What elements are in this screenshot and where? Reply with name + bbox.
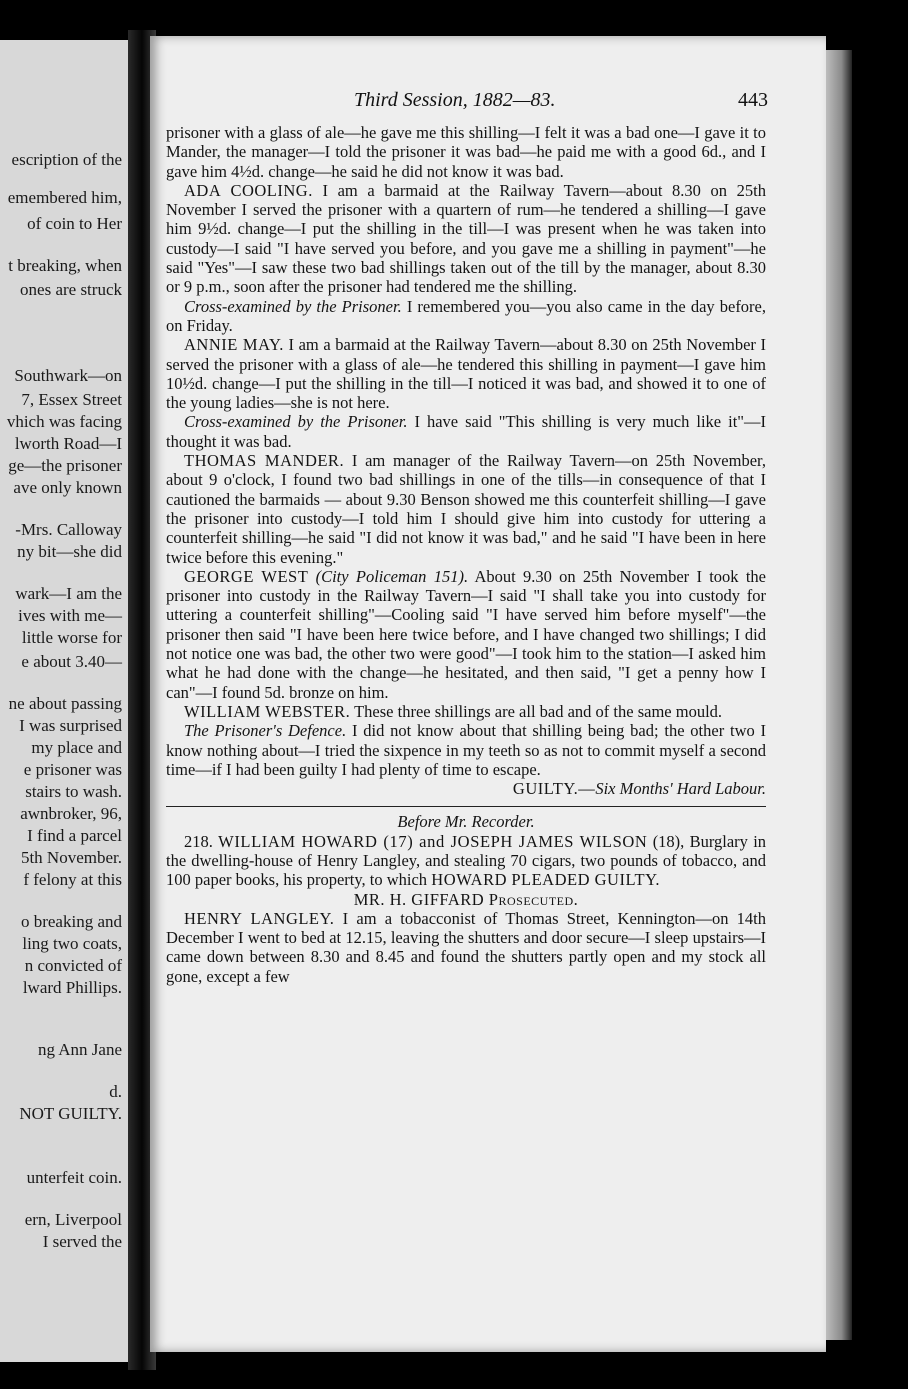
plea: PLEADED GUILTY. xyxy=(511,870,660,890)
paragraph xyxy=(166,721,766,779)
left-page-line: o breaking and xyxy=(20,912,122,931)
left-page-line: I served the xyxy=(42,1232,122,1251)
left-page-line: little worse for xyxy=(21,628,122,647)
left-page-line: n convicted of xyxy=(24,956,122,975)
left-page-line: -Mrs. Calloway xyxy=(15,520,122,539)
case-number: 218. xyxy=(184,831,213,851)
left-page-line: of coin to Her xyxy=(27,214,122,233)
paragraph xyxy=(166,123,766,181)
left-page-line: Southwark—on xyxy=(14,366,122,385)
paragraph xyxy=(166,909,766,986)
paragraph-text: I remembered you—you also came in the day before, on Friday. xyxy=(166,296,767,335)
left-page-fragment xyxy=(0,40,128,1362)
case-title: WILLIAM HOWARD (17) and JOSEPH JAMES WILSON xyxy=(218,831,648,851)
paragraph xyxy=(166,297,766,336)
left-page-line: unterfeit coin. xyxy=(26,1168,122,1187)
witness-name: HENRY LANGLEY. xyxy=(184,908,335,928)
left-page-line: d. xyxy=(109,1082,122,1101)
left-page-line: e about 3.40— xyxy=(21,652,122,671)
paragraph-text: I am a barmaid at the Railway Tavern—about 8.30 on 25th November I served the prisoner with a quartern of rum—he tendered a shilling—I gave him 9½d. change—I put the shilling in the till—I was present when he was taken into custody—I said "I have served you before, and you gave me a shilling in payment"—he said "Yes"—I saw these two bad shillings taken out of the till by the manager, about 8.30 or 9 p.m., soon after the prisoner had tendered me the shilling. xyxy=(166,180,766,297)
witness-role: (City Policeman 151). xyxy=(315,566,469,586)
defence-label: The Prisoner's Defence. xyxy=(184,721,347,741)
left-page-line: lward Phillips. xyxy=(22,978,122,997)
running-head: Third Session, 1882—83. xyxy=(354,89,556,111)
left-page-line: I find a parcel xyxy=(27,826,122,845)
verdict: GUILTY.— xyxy=(512,779,596,799)
paragraph-text: I am a barmaid at the Railway Tavern—about 8.30 on 25th November I served the prisoner with a glass of ale—he tendered this shilling in payment—I gave him 10½d. change—I put the shilling in the till—I noticed it was bad, and showed it to one of the young ladies—she is not here. xyxy=(166,335,766,413)
left-page-line: ones are struck xyxy=(20,280,122,299)
paragraph xyxy=(166,702,766,721)
left-page-line: ave only known xyxy=(13,478,122,497)
left-page-line: lworth Road—I xyxy=(14,434,122,453)
left-page-line: 5th November. xyxy=(20,848,122,867)
paragraph-text: I am manager of the Railway Tavern—on 25th November, about 9 o'clock, I found two bad shillings in one of the tills—in consequence of that I cautioned the barmaids — about 9.30 Benson showed me this counterfeit shilling—I gave the prisoner into custody—I told him I should give him into custody for uttering a counterfeit shilling—he said "I did not know it was bad," and he said "I have been in here twice before this evening." xyxy=(166,451,766,567)
left-page-line: stairs to wash. xyxy=(25,782,122,801)
paragraph-text: I am a tobacconist of Thomas Street, Kennington—on 14th December I went to bed at 12.15, leaving the shutters and door secure—I sleep upstairs—I came down between 8.30 and 8.45 and found the shutters partly open and my stock all gone, except a few xyxy=(166,908,767,986)
sentence: Six Months' Hard Labour. xyxy=(595,779,766,799)
case-paragraph xyxy=(166,832,766,890)
cross-exam-label: Cross-examined by the Prisoner. xyxy=(184,296,402,316)
left-page-line: ne about passing xyxy=(8,694,122,713)
section-rule xyxy=(166,806,766,807)
paragraph-text: These three shillings are all bad and of the same mould. xyxy=(354,701,723,721)
left-page-line: vhich was facing xyxy=(6,412,122,431)
paragraph xyxy=(166,181,766,297)
page-number: 443 xyxy=(738,89,768,111)
left-page-line: ng Ann Jane xyxy=(37,1040,122,1059)
left-page-line: NOT GUILTY. xyxy=(19,1104,122,1123)
paragraph xyxy=(166,412,766,451)
left-page-line: e prisoner was xyxy=(23,760,122,779)
witness-name: THOMAS MANDER. xyxy=(184,451,345,471)
left-page-line: ern, Liverpool xyxy=(24,1210,122,1229)
witness-name: ANNIE MAY. xyxy=(184,335,284,355)
paragraph xyxy=(166,335,766,412)
left-page-line: ny bit—she did xyxy=(17,542,122,561)
left-page-line: ge—the prisoner xyxy=(8,456,122,475)
plea-name: HOWARD xyxy=(431,870,508,890)
left-page-line: awnbroker, 96, xyxy=(20,804,122,823)
page-edge xyxy=(826,50,852,1340)
verdict-line xyxy=(166,779,766,798)
left-page-line: emembered him, xyxy=(7,188,122,207)
left-page-line: ives with me— xyxy=(18,606,122,625)
paragraph-text: About 9.30 on 25th November I took the prisoner into custody in the Railway Tavern—I said "I shall take you into custody for uttering a counterfeit shilling"—Cooling said "I have served him before myself"—the prisoner then said "I have been here twice before, and I have changed two shillings; I did not notice one was bad, the other two were good"—I took him to the station—I asked him what he had done with the change—he hesitated, and then said, "I get a penny how I can"—I found 5d. bronze on him. xyxy=(166,566,767,702)
left-page-line: wark—I am the xyxy=(15,584,122,603)
paragraph-text: I have said "This shilling is very much like it"—I thought it was bad. xyxy=(166,412,767,451)
left-page-line: t breaking, when xyxy=(8,256,122,275)
paragraph-text: (18), Burglary in the dwelling-house of Henry Langley, and stealing 70 cigars, two pounds of tobacco, and 100 paper books, his property, to which xyxy=(166,831,767,890)
paragraph xyxy=(166,567,766,702)
left-page-line: escription of the xyxy=(11,150,122,169)
court-heading: Before Mr. Recorder. xyxy=(397,812,535,832)
witness-name: GEORGE WEST xyxy=(184,566,309,586)
left-page-line: 7, Essex Street xyxy=(21,390,122,409)
left-page-line: my place and xyxy=(31,738,122,757)
paragraph xyxy=(166,451,766,567)
left-page-line: ling two coats, xyxy=(22,934,122,953)
witness-name: ADA COOLING. xyxy=(184,180,313,200)
cross-exam-label: Cross-examined by the Prisoner. xyxy=(184,412,408,432)
page-header xyxy=(168,89,768,117)
witness-name: WILLIAM WEBSTER. xyxy=(184,701,351,721)
left-page-line: f felony at this xyxy=(23,870,122,889)
prosecution-line: MR. H. GIFFARD Prosecuted. xyxy=(353,889,579,909)
paragraph-text: prisoner with a glass of ale—he gave me this shilling—I felt it was a bad one—I gave it to Mander, the manager—I told the prisoner it was bad—he paid me with a good 6d., and I gave him 4½d. change—he said he did not know it was bad. xyxy=(166,123,766,181)
left-page-line: I was surprised xyxy=(19,716,122,735)
paragraph-text: I did not know about that shilling being bad; the other two I know nothing about—I tried the sixpence in my teeth so as not to commit myself a second time—if I had been guilty I had plenty of time to escape. xyxy=(166,721,767,779)
main-text xyxy=(166,123,766,986)
